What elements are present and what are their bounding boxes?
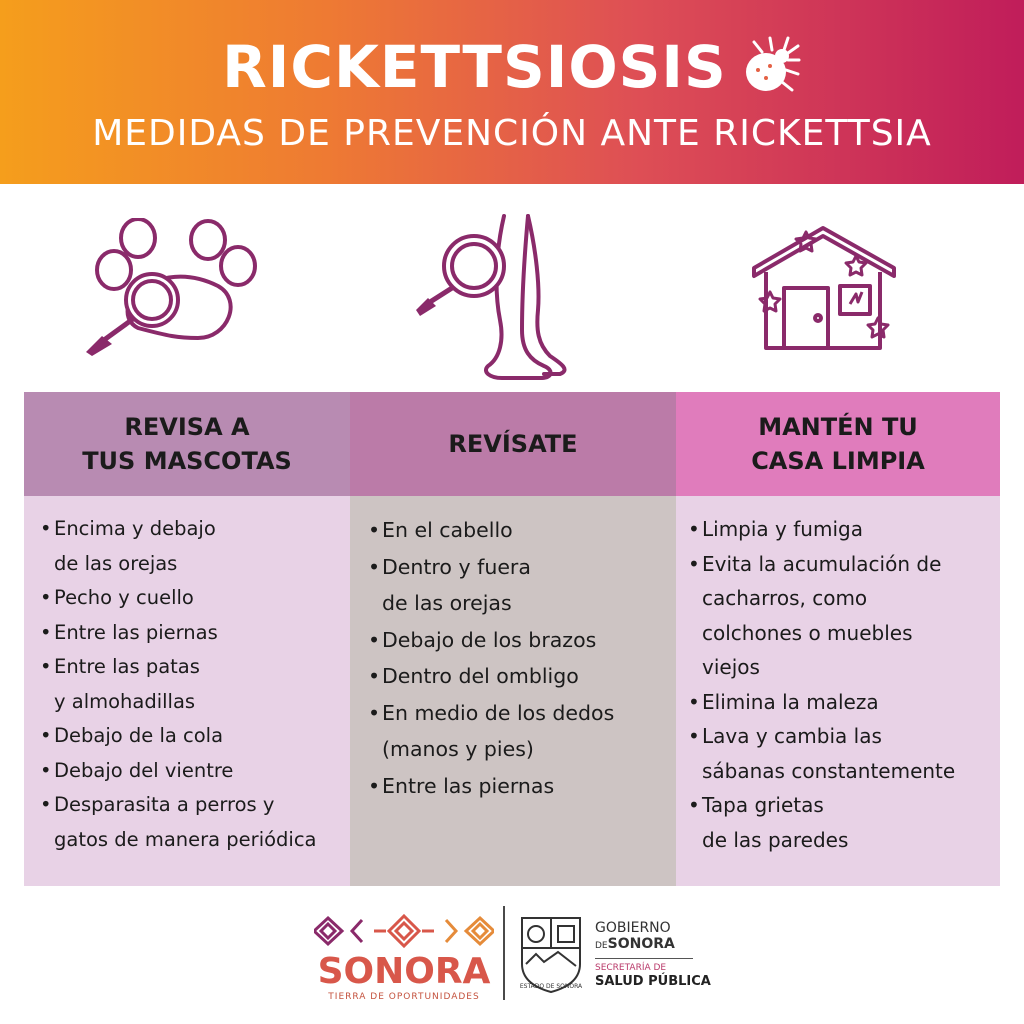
page-subtitle: MEDIDAS DE PREVENCIÓN ANTE RICKETTSIA <box>92 113 932 154</box>
title-row <box>0 32 1024 102</box>
tick-icon <box>736 34 802 100</box>
gov-line-gobierno: GOBIERNO <box>595 920 671 936</box>
list-item: • Debajo de los brazos <box>368 622 676 659</box>
list-item: • Debajo del vientre <box>40 754 350 789</box>
list-item: • Pecho y cuello <box>40 581 350 616</box>
column-heading-self: REVÍSATE <box>350 392 676 496</box>
self-checklist <box>368 512 676 804</box>
list-item: • Limpia y fumiga <box>688 512 1000 547</box>
list-item: • Dentro y fuera de las orejas <box>368 549 676 622</box>
gov-de: DE <box>595 941 608 951</box>
column-body-house <box>676 496 1000 886</box>
list-item: • En el cabello <box>368 512 676 549</box>
shield-caption: ESTADO DE SONORA <box>519 983 583 990</box>
header-banner <box>0 0 1024 184</box>
sonora-pattern-icon <box>314 912 494 950</box>
list-item: • Desparasita a perros y gatos de manera periódica <box>40 788 350 857</box>
gov-sonora: SONORA <box>607 936 675 952</box>
salud-publica-label: SALUD PÚBLICA <box>595 974 711 989</box>
list-item: • Evita la acumulación de cacharros, como colchones o muebles viejos <box>688 547 1000 685</box>
column-heading-pets: REVISA A TUS MASCOTAS <box>24 392 350 496</box>
list-item: • Debajo de la cola <box>40 719 350 754</box>
state-shield-icon <box>518 914 584 996</box>
list-item: • Entre las piernas <box>368 768 676 805</box>
footer-divider <box>503 906 505 1000</box>
clean-house-icon <box>748 222 898 352</box>
gov-rule <box>595 958 693 959</box>
list-item: • En medio de los dedos (manos y pies) <box>368 695 676 768</box>
list-item: • Entre las patas y almohadillas <box>40 650 350 719</box>
government-logo-text <box>595 920 795 990</box>
list-item: • Entre las piernas <box>40 616 350 651</box>
column-body-pets <box>24 496 350 886</box>
sonora-wordmark: SONORA <box>317 951 491 992</box>
column-heading-house: MANTÉN TU CASA LIMPIA <box>676 392 1000 496</box>
column-body-self <box>350 496 676 886</box>
leg-magnifier-icon <box>412 210 580 384</box>
list-item: • Tapa grietas de las paredes <box>688 788 1000 857</box>
gov-line-sonora <box>595 936 795 954</box>
secretaria-label: SECRETARÍA DE <box>595 963 667 973</box>
paw-magnifier-icon <box>78 218 268 358</box>
page-title: RICKETTSIOSIS <box>222 33 727 101</box>
list-item: • Elimina la maleza <box>688 685 1000 720</box>
sonora-tagline: TIERRA DE OPORTUNIDADES <box>328 992 480 1002</box>
sonora-logo <box>314 912 494 1002</box>
list-item: • Lava y cambia las sábanas constantemente <box>688 719 1000 788</box>
house-checklist <box>688 512 1000 857</box>
list-item: • Encima y debajo de las orejas <box>40 512 350 581</box>
list-item: • Dentro del ombligo <box>368 658 676 695</box>
pets-checklist <box>40 512 350 857</box>
